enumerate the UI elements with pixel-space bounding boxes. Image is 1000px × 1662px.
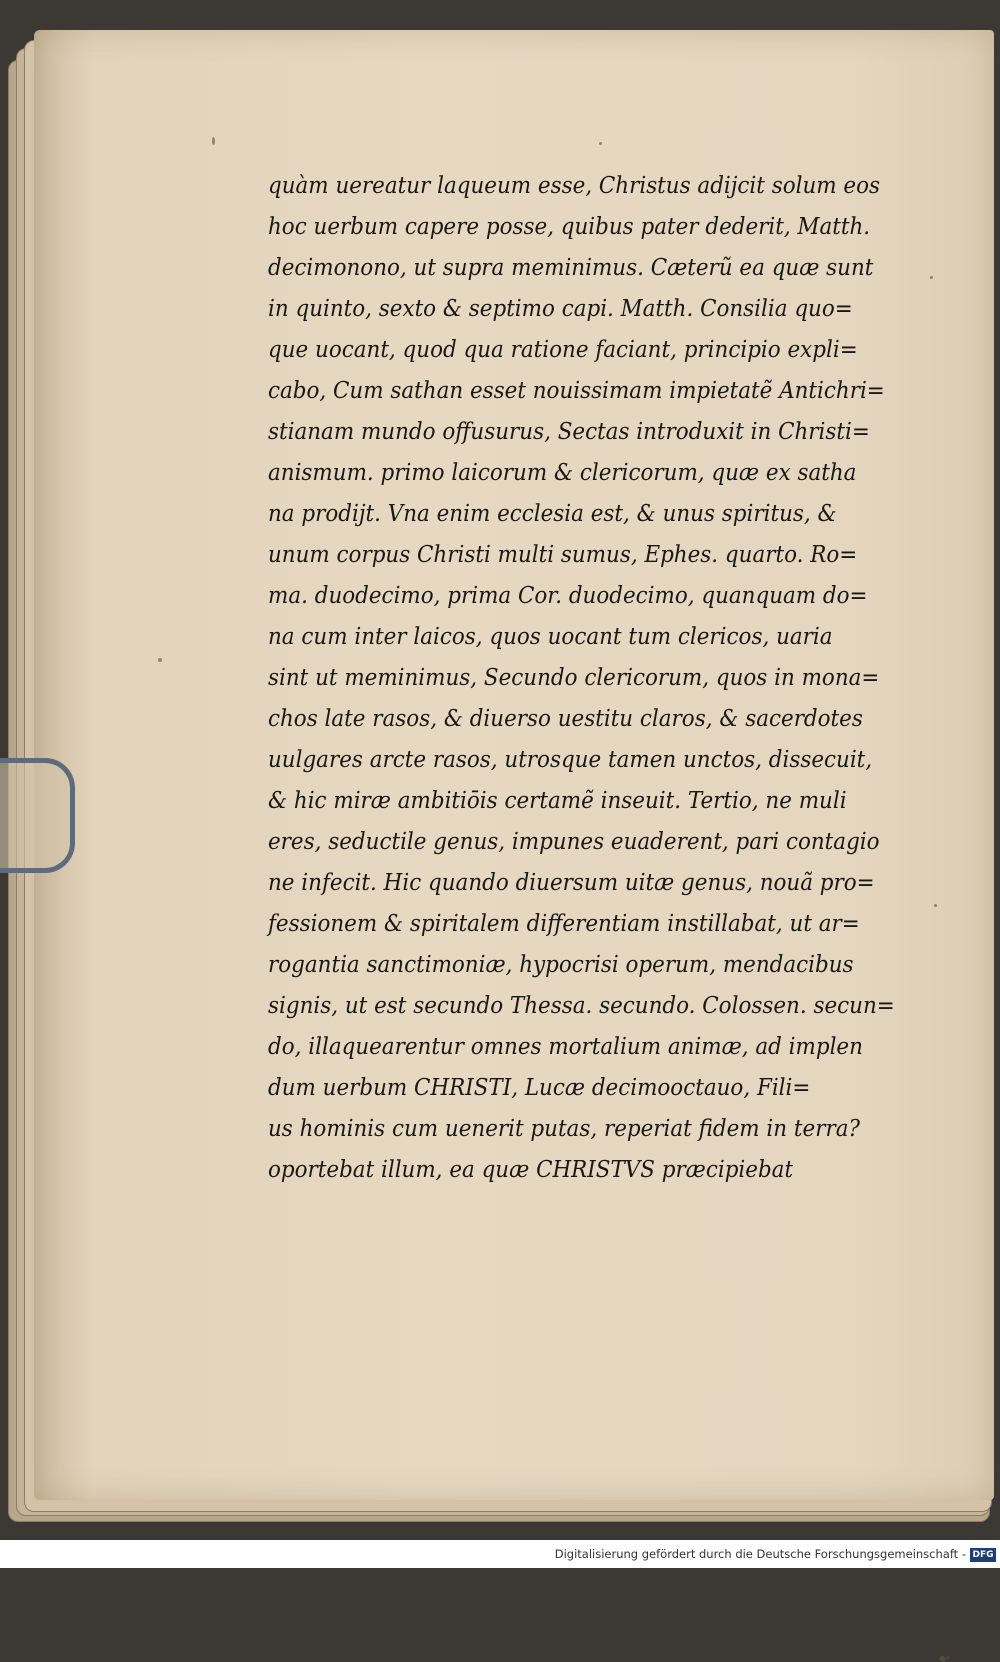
paper-speck: [158, 658, 162, 662]
text-line: hoc uerbum capere posse, quibus pater dederit, Matth.: [268, 213, 871, 240]
text-line: in quinto, sexto & septimo capi. Matth. Consilia quo=: [268, 295, 853, 322]
text-line: na prodijt. Vna enim ecclesia est, & unus spiritus, &: [268, 500, 837, 527]
footer-credit: Digitalisierung gefördert durch die Deutsche Forschungsgemeinschaft -: [554, 1547, 966, 1561]
text-line: anismum. primo laicorum & clericorum, quæ ex satha: [268, 459, 857, 486]
text-line: eres, seductile genus, impunes euaderent, pari contagio: [268, 828, 880, 855]
text-line: sint ut meminimus, Secundo clericorum, quos in mona=: [268, 664, 880, 691]
text-line: chos late rasos, & diuerso uestitu claros, & sacerdotes: [268, 705, 863, 732]
text-line: dum uerbum CHRISTI, Lucæ decimooctauo, Fili=: [268, 1074, 811, 1101]
text-line: rogantia sanctimoniæ, hypocrisi operum, mendacibus: [268, 951, 854, 978]
text-line: unum corpus Christi multi sumus, Ephes. quarto. Ro=: [268, 541, 858, 568]
text-line: & hic miræ ambitiōis certamẽ inseuit. Tertio, ne muli: [268, 787, 847, 814]
paper-speck: [599, 142, 602, 145]
clasp-strap: [0, 758, 75, 873]
text-line: que uocant, quod qua ratione faciant, principio expli=: [268, 336, 858, 363]
text-line: decimonono, ut supra meminimus. Cæterũ ea quæ sunt: [268, 254, 874, 281]
text-line: na cum inter laicos, quos uocant tum clericos, uaria: [268, 623, 833, 650]
text-line: uulgares arcte rasos, utrosque tamen unctos, dissecuit,: [268, 746, 873, 773]
text-line: quàm uereatur laqueum esse, Christus adijcit solum eos: [268, 172, 880, 199]
text-line: us hominis cum uenerit putas, reperiat fidem in terra?: [268, 1115, 860, 1142]
footer-bar: [0, 1540, 1000, 1568]
text-line: signis, ut est secundo Thessa. secundo. Colossen. secun=: [268, 992, 895, 1019]
text-line: fessionem & spiritalem differentiam instillabat, ut ar=: [268, 910, 860, 937]
text-line: ma. duodecimo, prima Cor. duodecimo, quanquam do=: [268, 582, 868, 609]
paper-speck: [940, 1656, 945, 1661]
body-text: [268, 165, 918, 1190]
text-line: stianam mundo offusurus, Sectas introduxit in Christi=: [268, 418, 870, 445]
dfg-logo-icon: DFG: [970, 1548, 996, 1562]
text-line: ne infecit. Hic quando diuersum uitæ genus, nouã pro=: [268, 869, 875, 896]
text-line: do, illaquearentur omnes mortalium animæ, ad implen: [268, 1033, 863, 1060]
paper-speck: [946, 1656, 950, 1660]
paper-speck: [212, 137, 215, 145]
paper-speck: [930, 276, 933, 279]
paper-speck: [934, 904, 937, 907]
text-line: oportebat illum, ea quæ CHRISTVS præcipiebat: [268, 1156, 794, 1183]
text-line: cabo, Cum sathan esset nouissimam impietatẽ Antichri=: [268, 377, 885, 404]
